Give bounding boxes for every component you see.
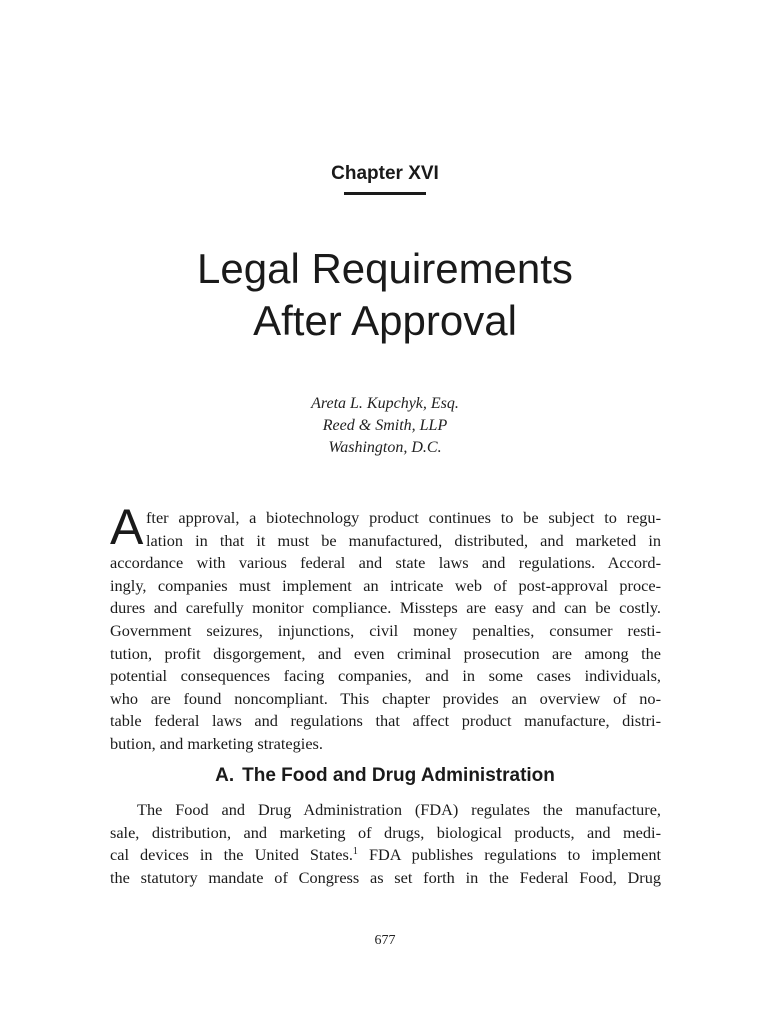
intro-line: potential consequences facing companies, and in some cases individuals, [110, 666, 661, 686]
intro-paragraph [110, 507, 661, 756]
author-byline [0, 393, 770, 459]
section-line: The Food and Drug Administration (FDA) regulates the manufacture, [137, 800, 661, 819]
author-name: Areta L. Kupchyk, Esq. [311, 395, 459, 412]
chapter-label: Chapter XVI [331, 163, 439, 184]
drop-cap: A [110, 499, 144, 555]
page-number: 677 [374, 933, 396, 948]
chapter-title [0, 243, 770, 347]
section-line-with-footnote [110, 844, 661, 867]
section-title: The Food and Drug Administration [242, 765, 555, 786]
intro-line: fter approval, a biotechnology product continues to be subject to regu- [146, 508, 661, 527]
chapter-rule [344, 192, 426, 195]
author-firm: Reed & Smith, LLP [322, 417, 448, 434]
author-location: Washington, D.C. [328, 439, 442, 456]
intro-line: bution, and marketing strategies. [110, 733, 323, 753]
section-heading [0, 764, 770, 788]
chapter-title-line-1: Legal Requirements [197, 245, 573, 292]
intro-line: ingly, companies must implement an intricate web of post-approval proce- [110, 575, 661, 595]
intro-line: table federal laws and regulations that affect product manufacture, distri- [110, 711, 661, 731]
section-line-text: cal devices in the United States. [110, 845, 353, 865]
footnote-marker[interactable]: 1 [352, 846, 358, 858]
intro-line: dures and carefully monitor compliance. Missteps are easy and can be costly. [110, 598, 661, 618]
intro-line: tution, profit disgorgement, and even criminal prosecution are among the [110, 643, 661, 663]
intro-line: accordance with various federal and state laws and regulations. Accord- [110, 553, 661, 573]
intro-line: who are found noncompliant. This chapter provides an overview of no- [110, 688, 661, 708]
section-line-text: FDA publishes regulations to implement [357, 845, 661, 865]
section-line: the statutory mandate of Congress as set forth in the Federal Food, Drug [110, 867, 661, 887]
section-paragraph [110, 799, 661, 889]
section-line: sale, distribution, and marketing of drugs, biological products, and medi- [110, 822, 661, 842]
intro-line: lation in that it must be manufactured, distributed, and marketed in [146, 530, 661, 550]
intro-line: Government seizures, injunctions, civil money penalties, consumer resti- [110, 620, 661, 640]
chapter-title-line-2: After Approval [253, 297, 517, 344]
section-number: A. [215, 765, 235, 786]
